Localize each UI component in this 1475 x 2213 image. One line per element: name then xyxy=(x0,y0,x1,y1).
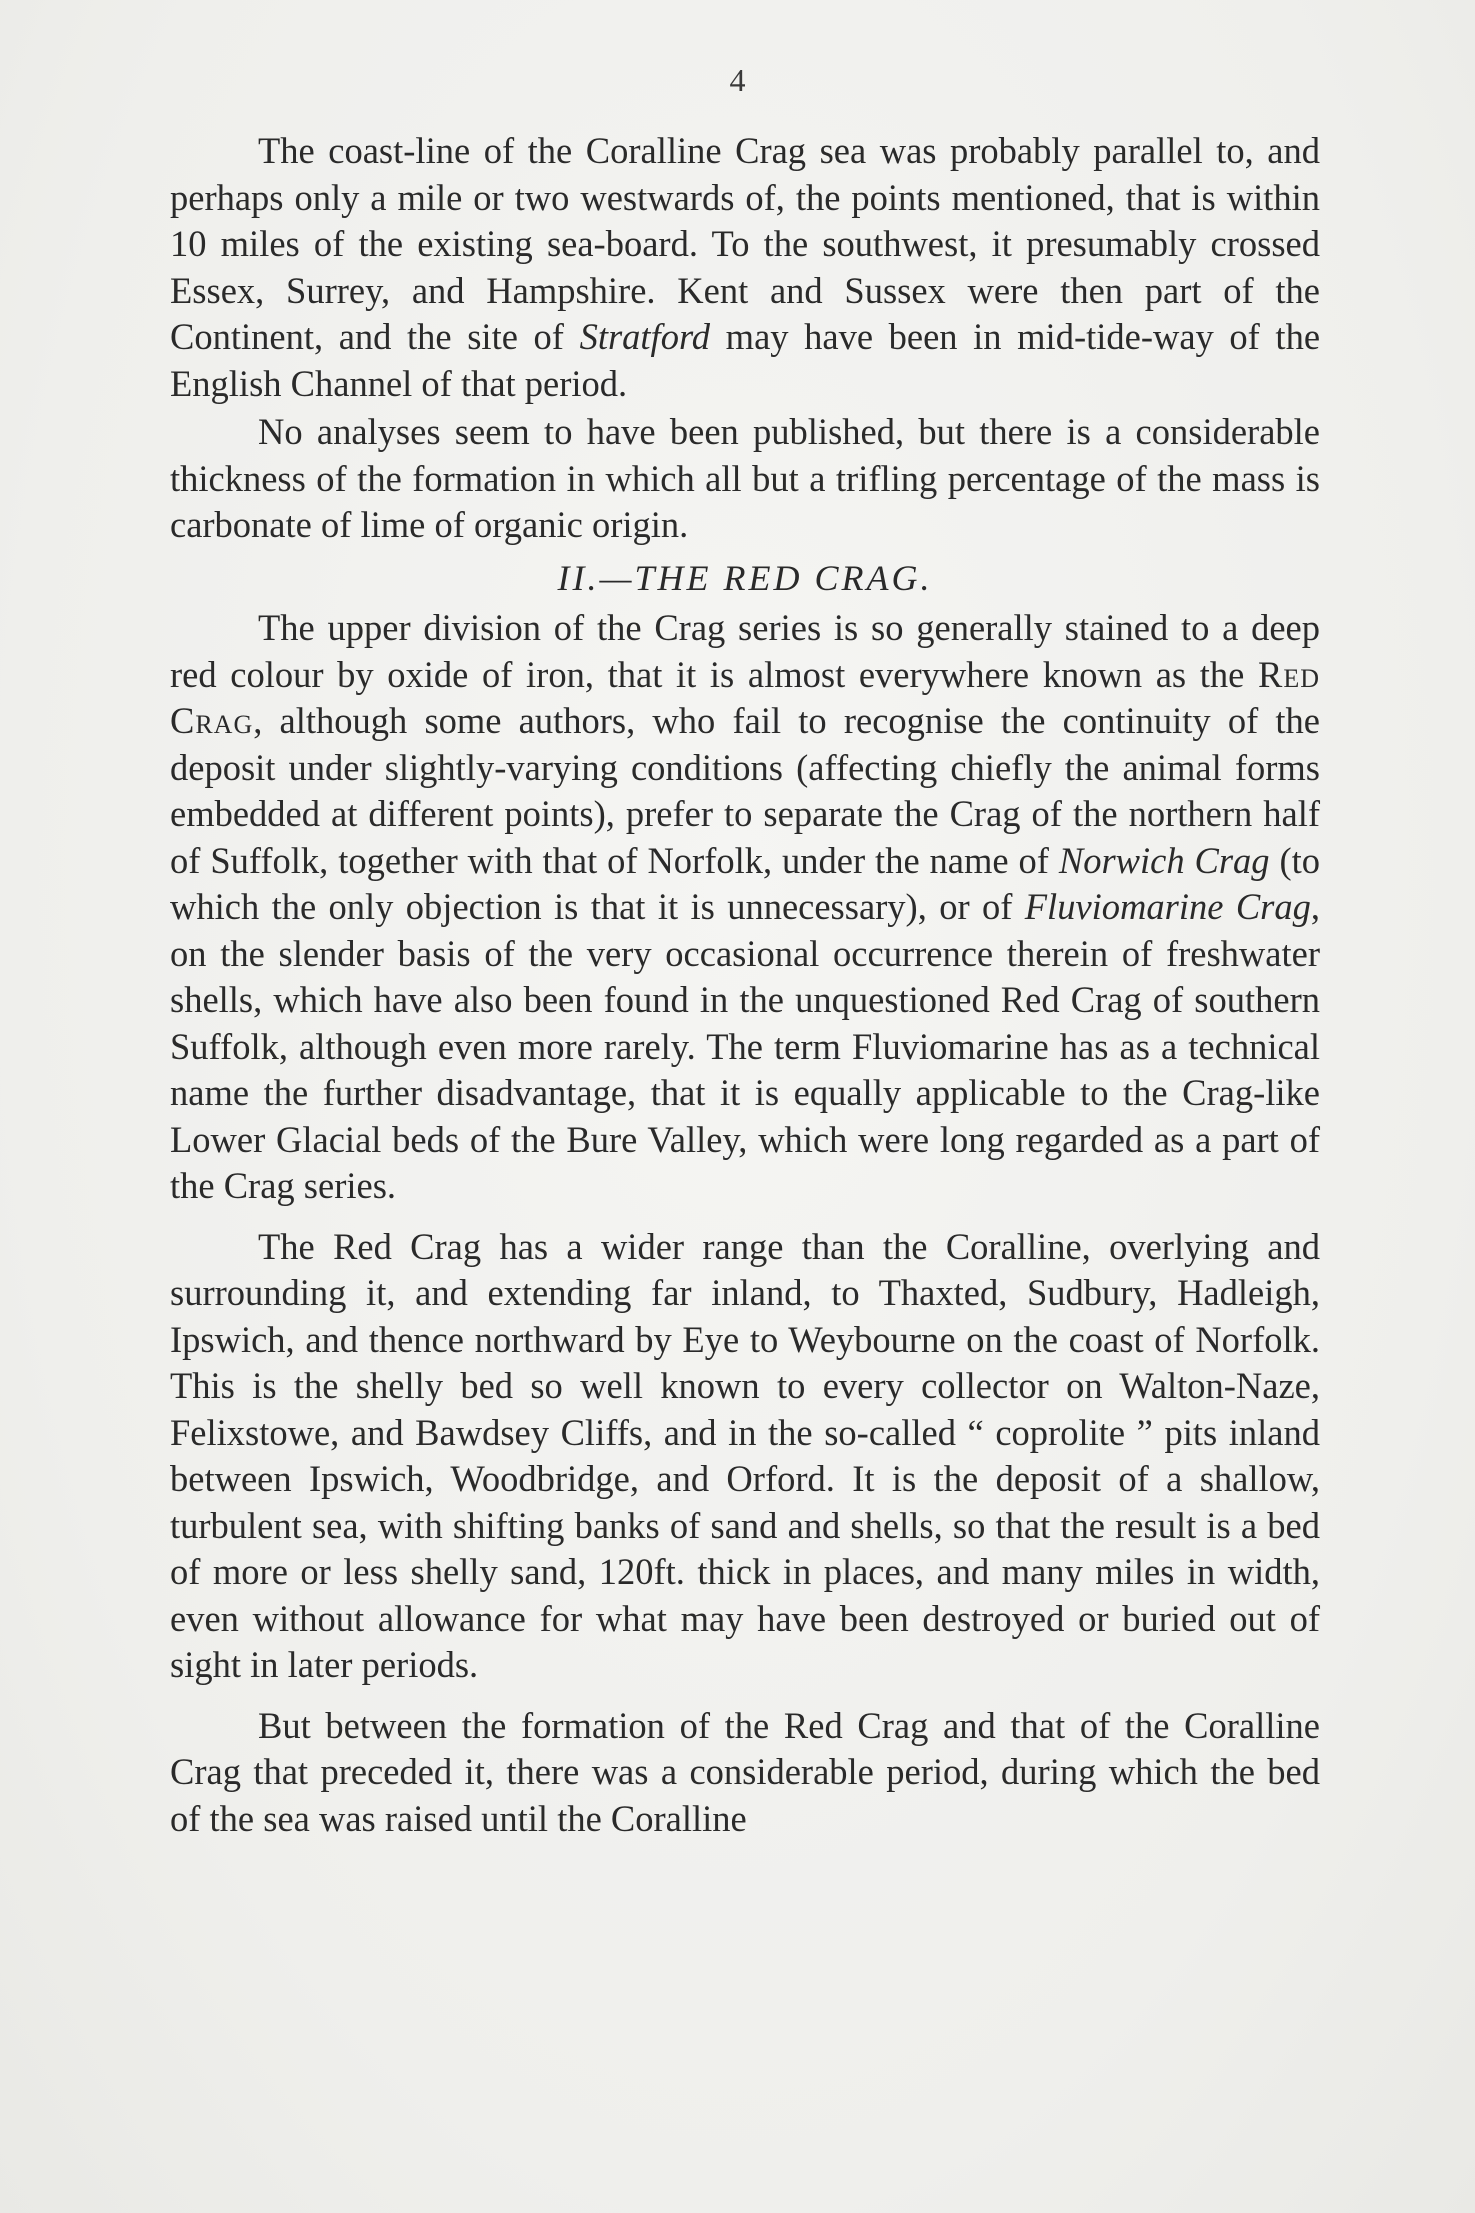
italic-place-name: Stratford xyxy=(579,316,711,357)
paragraph-text: No analyses seem to have been published, but there is a considerable thickness of the formation in which all but a trifling percentage of the mass is carbonate of lime of organic origin. xyxy=(170,411,1320,545)
paragraph-text: , although some authors, who fail to recognise the continuity of the deposit under slightly-varying conditions (affecting chiefly the animal forms embedded at different points), prefer to separate the Crag of the northern half of Suffolk, together with that of Norfolk, under the name of xyxy=(170,700,1320,881)
page-number: 4 xyxy=(729,62,746,98)
section-heading: II.—THE RED CRAG. xyxy=(557,557,933,598)
paragraph-text: The Red Crag has a wider range than the Coralline, overlying and surrounding it, and extending far inland, to Thaxted, Sudbury, Hadleigh, Ipswich, and thence northward by Eye to Weybourne on the coast of Norfolk. This is the shelly bed so well known to every collector on Walton-Naze, Felixstowe, and Bawdsey Cliffs, and in the so-called “ coprolite ” pits inland between Ipswich, Woodbridge, and Orford. It is the deposit of a shallow, turbulent sea, with shifting banks of sand and shells, so that the result is a bed of more or less shelly sand, 120ft. thick in places, and many miles in width, even without allowance for what may have been destroyed or buried out of sight in later periods. xyxy=(170,1225,1320,1685)
paragraph-text: The coast-line of the Coralline Crag sea was probably parallel to, and perhaps only a mile or two westwards of, the points mentioned, that is within 10 miles of the existing sea-board. To the southwest, it presumably crossed Essex, Surrey, and Hampshire. Kent and Sussex were then part of the Continent, and the site of xyxy=(170,130,1320,357)
paragraph-coastline xyxy=(170,128,1320,407)
page-body xyxy=(170,128,1320,1842)
small-caps-term: Red Crag xyxy=(170,653,1320,741)
paragraph-text: (to which the only objection is that it is unnecessary), or of xyxy=(170,839,1321,927)
italic-term: Fluviomarine Crag xyxy=(1024,886,1311,927)
paragraph-analyses xyxy=(170,409,1320,549)
paragraph-red-crag-range xyxy=(170,1224,1320,1689)
italic-term: Norwich Crag xyxy=(1058,839,1270,881)
paragraph-text: , on the slender basis of the very occasional occurrence therein of freshwater shells, which have also been found in the unquestioned Red Crag of southern Suffolk, although even more rarely. The term Fluviomarine has as a technical name the further disadvantage, that it is equally applicable to the Crag-like Lower Glacial beds of the Bure Valley, which were long regarded as a part of the Crag series. xyxy=(170,886,1320,1206)
paragraph-text: may have been in mid-tide-way of the English Channel of that period. xyxy=(170,316,1321,404)
paragraph-red-crag-intro xyxy=(170,605,1320,1210)
paragraph-text: The upper division of the Crag series is so generally stained to a deep red colour by oxide of iron, that it is almost everywhere known as the xyxy=(170,607,1320,695)
paragraph-text: But between the formation of the Red Crag and that of the Coralline Crag that preceded it, there was a considerable period, during which the bed of the sea was raised until the Coralline xyxy=(170,1704,1320,1839)
paragraph-between-formations xyxy=(170,1703,1320,1843)
